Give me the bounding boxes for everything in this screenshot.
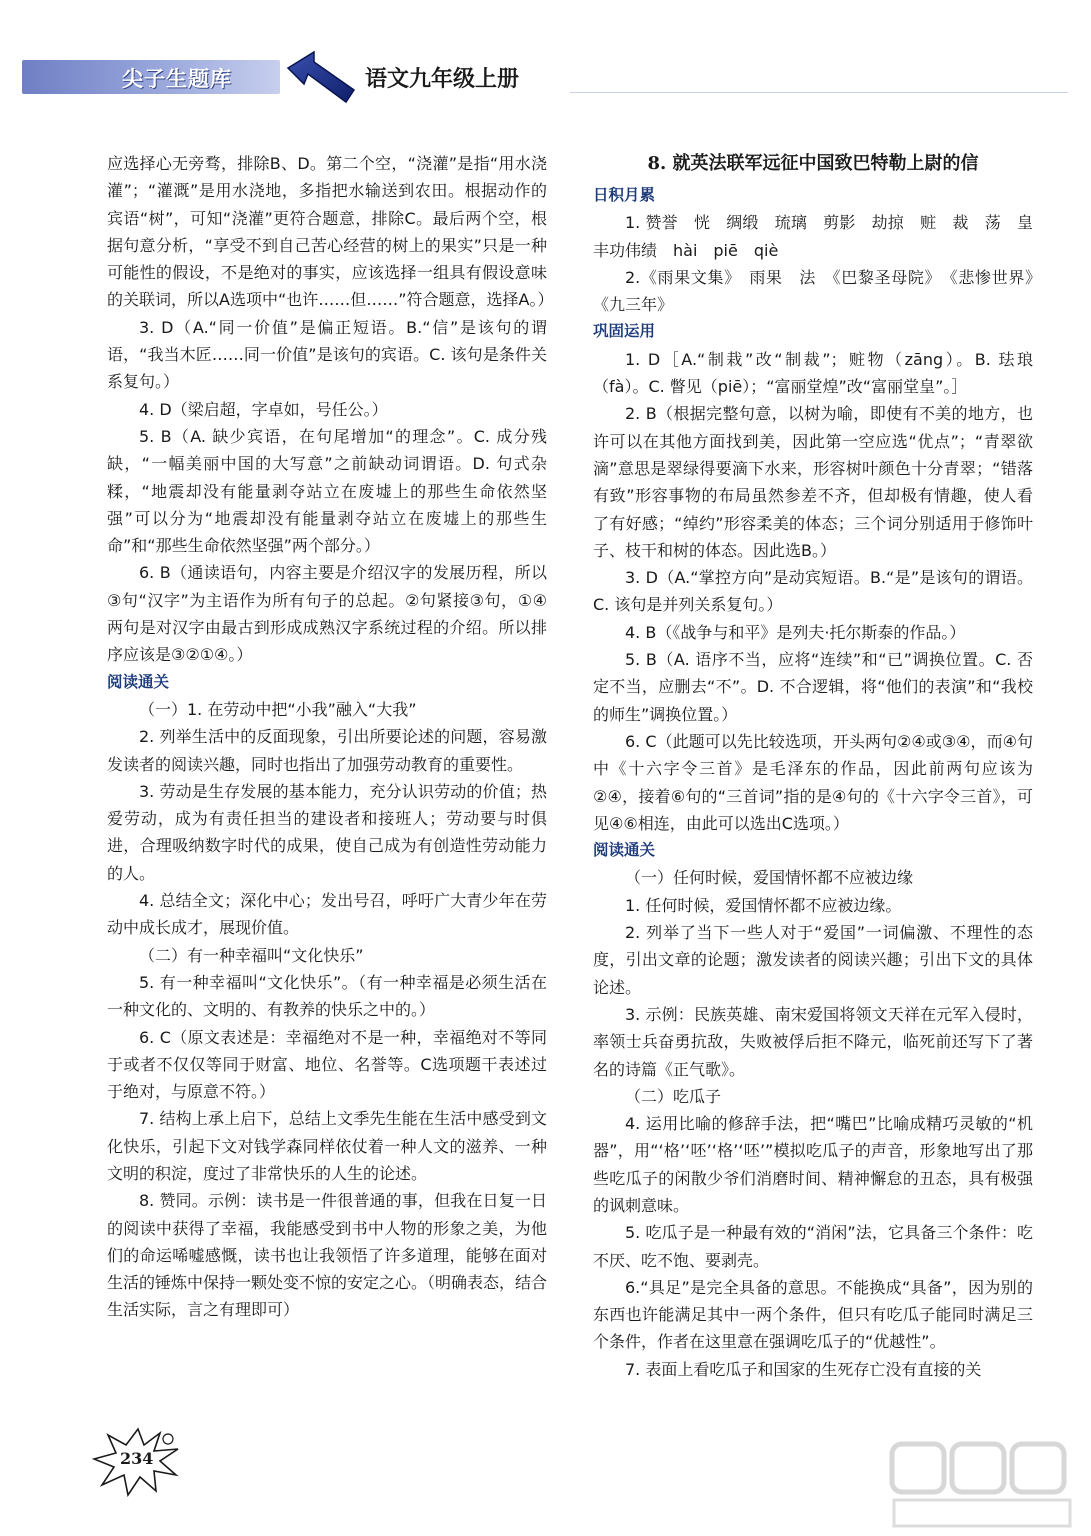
answer-paragraph: 3. D（A.“同一价值”是偏正短语。B.“信”是该句的谓语，“我当木匠……同一价值”是该句的宾语。C. 该句是条件关系复句。） xyxy=(107,317,547,392)
answer-paragraph: 3. 示例：民族英雄、南宋爱国将领文天祥在元军入侵时，率领士兵奋勇抗敌，失败被俘后拒不降元，临死前还写下了著名的诗篇《正气歌》。 xyxy=(593,1004,1033,1079)
brand-banner xyxy=(22,60,280,94)
answer-paragraph: 8. 赞同。示例：读书是一件很普通的事，但我在日复一日的阅读中获得了幸福，我能感受到书中人物的形象之美，为他们的命运唏嘘感慨，读书也让我领悟了许多道理，能够在面对生活的锤炼中保持一颗处变不惊的安定之心。（明确表态，结合生活实际，言之有理即可） xyxy=(107,1191,548,1320)
section-heading: 日积月累 xyxy=(593,186,656,204)
answer-paragraph: 1. 赞誉 恍 绸缎 琉璃 剪影 劫掠 赃 裁 荡 皇 丰功伟绩 hài piē qiè xyxy=(593,213,1050,260)
answer-paragraph: 4. 总结全文；深化中心；发出号召，呼吁广大青少年在劳动中成长成才，展现价值。 xyxy=(107,891,547,938)
section-heading: 巩固运用 xyxy=(593,322,656,341)
answer-paragraph: 应选择心无旁骛，排除B、D。第二个空，“浇灌”是指“用水浇灌”；“灌溉”是用水浇地，多指把水输送到农田。根据动作的宾语“树”，可知“浇灌”更符合题意，排除C。最后两个空，根据句意分析，“享受不到自己苦心经营的树上的果实”只是一种可能性的假设，不是绝对的事实，应该选择一组具有假设意味的关联词，所以A选项中“也许……但……”符合题意，选择A。） xyxy=(107,154,554,310)
answer-paragraph: 6. C（原文表述是：幸福绝对不是一种，幸福绝对不等同于或者不仅仅等同于财富、地位、名誉等。C选项题干表述过于绝对，与原意不符。） xyxy=(107,1027,547,1102)
answer-paragraph: 2.《雨果文集》 雨果 法 《巴黎圣母院》 《悲惨世界》 《九三年》 xyxy=(593,267,1050,315)
answer-paragraph: 4. 运用比喻的修辞手法，把“嘴巴”比喻成精巧灵敏的“机器”，用“‘格’‘呸’‘格’‘呸’”模拟吃瓜子的声音，形象地写出了那些吃瓜子的闲散少爷们消磨时间、精神懈怠的丑态，具有极强的讽刺意味。 xyxy=(593,1114,1033,1215)
answer-paragraph: 1. D［A.“制栽”改“制裁”；赃物（zāng）。B. 珐琅（fà）。C. 瞥见（piē）；“富丽堂煌”改“富丽堂皇”。］ xyxy=(593,349,1033,397)
answer-paragraph: 6.“具足”是完全具备的意思。不能换成“具备”，因为别的东西也许能满足其中一两个条件，但只有吃瓜子能同时满足三个条件，作者在这里意在强调吃瓜子的“优越性”。 xyxy=(593,1277,1033,1352)
answer-paragraph: 2. 列举生活中的反面现象，引出所要论述的问题，容易激发读者的阅读兴趣，同时也指出了加强劳动教育的重要性。 xyxy=(107,727,547,774)
right-column xyxy=(593,150,1050,1383)
answer-paragraph: 3. 劳动是生存发展的基本能力，充分认识劳动的价值；热爱劳动，成为有责任担当的建设者和接班人；劳动要与时俱进，合理吸纳数字时代的成果，使自己成为有创造性劳动能力的人。 xyxy=(107,781,547,883)
answer-paragraph: （一）1. 在劳动中把“小我”融入“大我” xyxy=(139,699,417,719)
page-number: 234 xyxy=(120,1449,154,1468)
section-heading: 阅读通关 xyxy=(593,841,656,860)
answer-paragraph: 4. B（《战争与和平》是列夫·托尔斯泰的作品。） xyxy=(625,622,966,642)
header-divider xyxy=(570,92,1068,93)
answer-paragraph: 5. B（A. 语序不当，应将“连续”和“已”调换位置。C. 否定不当，应删去“不”。D. 不合逻辑，将“他们的表演”和“我校的师生”调换位置。） xyxy=(593,650,1033,724)
answer-paragraph: 7. 结构上承上启下，总结上文季先生能在生活中感受到文化快乐，引起下文对钱学森同样依仗着一种人文的滋养、一种文明的积淀，度过了非常快乐的人生的论述。 xyxy=(107,1109,547,1183)
section-heading: 阅读通关 xyxy=(107,672,170,691)
answer-paragraph: 2. B（根据完整句意，以树为喻，即使有不美的地方，也许可以在其他方面找到美，因此第一空应选“优点”；“青翠欲滴”意思是翠绿得要滴下水来，形容树叶颜色十分青翠；“错落有致”形容事物的布局虽然参差不齐，但却极有情趣，使人看了有好感；“绰约”形容柔美的体态；三个词分别适用于修饰叶子、枝干和树的体态。因此选B。） xyxy=(593,404,1033,560)
answer-paragraph: （一）任何时候，爱国情怀都不应被边缘 xyxy=(625,868,914,888)
answer-paragraph: （二）有一种幸福叫“文化快乐” xyxy=(139,945,364,965)
answer-paragraph: 5. 吃瓜子是一种最有效的“消闲”法，它具备三个条件：吃不厌、吃不饱、要剥壳。 xyxy=(593,1223,1033,1270)
answer-paragraph: 7. 表面上看吃瓜子和国家的生死存亡没有直接的关 xyxy=(625,1359,982,1379)
book-title: 语文九年级上册 xyxy=(365,66,520,92)
page-number-badge xyxy=(92,1425,184,1497)
answer-paragraph: 1. 任何时候，爱国情怀都不应被边缘。 xyxy=(625,895,902,915)
answer-paragraph: （二）吃瓜子 xyxy=(625,1086,722,1106)
brand-label: 尖子生题库 xyxy=(122,67,232,91)
answer-paragraph: 5. B（A. 缺少宾语，在句尾增加“的理念”。C. 成分残缺，“一幅美丽中国的大写意”之前缺动词谓语。D. 句式杂糅，“地震却没有能量剥夺站立在废墟上的那些生命依然坚强”可以分为“地震却没有能量剥夺站立在废墟上的那些生命”和“那些生命依然坚强”两个部分。） xyxy=(107,426,547,556)
answer-paragraph: 4. D（梁启超，字卓如，号任公。） xyxy=(139,399,388,419)
answer-paragraph: 5. 有一种幸福叫“文化快乐”。（有一种幸福是必须生活在一种文化的、文明的、有教养的快乐之中的。） xyxy=(107,972,547,1020)
watermark-logo-icon xyxy=(888,1440,1078,1530)
page-header xyxy=(22,60,1068,98)
answer-paragraph: 2. 列举了当下一些人对于“爱国”一词偏激、不理性的态度，引出文章的论题；激发读者的阅读兴趣；引出下文的具体论述。 xyxy=(593,923,1033,997)
article-title: 8. 就英法联军远征中国致巴特勒上尉的信 xyxy=(647,153,979,174)
answer-paragraph: 3. D（A.“掌控方向”是动宾短语。B.“是”是该句的谓语。C. 该句是并列关系复句。） xyxy=(593,568,1033,615)
answer-paragraph: 6. C（此题可以先比较选项，开头两句②④或③④，而④句中《十六字令三首》是毛泽东的作品，因此前两句应该为②④，接着⑥句的“三首词”指的是④句的《十六字令三首》，可见④⑥相连，由此可以选出C选项。） xyxy=(593,731,1033,833)
arrow-icon xyxy=(284,50,362,106)
left-column xyxy=(107,150,554,1324)
answer-paragraph: 6. B（通读语句，内容主要是介绍汉字的发展历程，所以③句“汉字”为主语作为所有句子的总起。②句紧接③句，①④两句是对汉字由最古到形成成熟汉字系统过程的介绍。所以排序应该是③②①④。） xyxy=(107,563,547,665)
